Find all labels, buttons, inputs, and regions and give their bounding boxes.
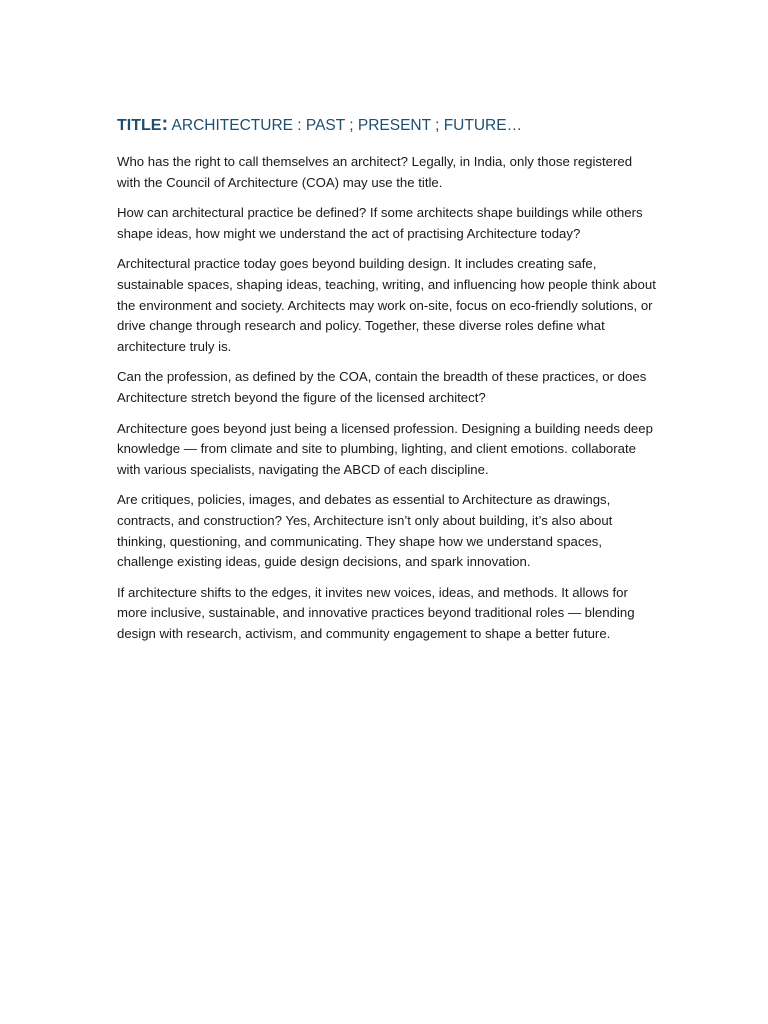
paragraph-define-practice: How can architectural practice be defined? If some architects shape buildings while others shape ideas, how might we understand the act of practising Architecture today? [117, 205, 643, 241]
paragraph-shifts-to-edges: If architecture shifts to the edges, it invites new voices, ideas, and methods. It allows for more inclusive, sustainable, and innovative practices beyond traditional roles — blending design with research, activism, and community engagement to shape a better future. [117, 584, 635, 641]
paragraph-beyond-licensed: Architecture goes beyond just being a licensed profession. Designing a building needs deep knowledge — from climate and site to plumbing, lighting, and client emotions. collaborate with various specialists, navigating the ABCD of each discipline. [117, 420, 653, 477]
paragraph-critiques-policies: Are critiques, policies, images, and debates as essential to Architecture as drawings, contracts, and construction? Yes, Architecture isn’t only about building, it’s also about thinking, questioning, and communicating. They shape how we understand spaces, challenge existing ideas, guide design decisions, and spark innovation. [117, 492, 613, 570]
title-label: TITLE [117, 117, 162, 134]
document-title [117, 112, 657, 138]
title-colon: : [161, 113, 169, 135]
paragraph-right-to-call-architect: Who has the right to call themselves an architect? Legally, in India, only those registered with the Council of Architecture (COA) may use the title. [117, 154, 633, 190]
paragraph-profession-breadth: Can the profession, as defined by the COA, contain the breadth of these practices, or does Architecture stretch beyond the figure of the licensed architect? [117, 369, 647, 405]
title-text: ARCHITECTURE : PAST ; PRESENT ; FUTURE… [168, 117, 523, 134]
document-body [117, 112, 657, 654]
paragraph-practice-today: Architectural practice today goes beyond building design. It includes creating safe, sustainable spaces, shaping ideas, teaching, writing, and influencing how people think about the environment and society. Architects may work on-site, focus on eco-friendly solutions, or drive change through research and policy. Together, these diverse roles define what architecture truly is. [117, 256, 656, 354]
